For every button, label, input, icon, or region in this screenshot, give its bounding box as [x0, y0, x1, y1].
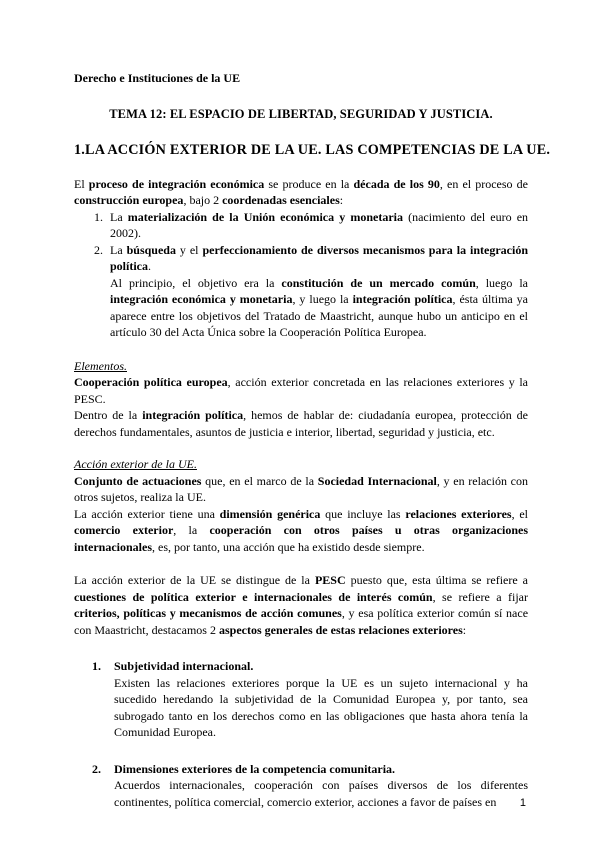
aspect-body: Existen las relaciones exteriores porque la UE es un sujeto internacional y ha sucedido heredando la subjetividad de la Comunidad Europea y, por tanto, sea subrogado tanto en los derechos como en las obligaciones que hasta ahora tenía la Comunidad Europea. [114, 675, 528, 739]
elementos-heading: Elementos. [74, 358, 127, 373]
list-item: 1. La materialización de la Unión económica y monetaria (nacimiento del euro en 2002). [106, 209, 528, 242]
page-number: 1 [519, 797, 526, 809]
list-item: 2. La búsqueda y el perfeccionamiento de diversos mecanismos para la integración política. Al principio, el objetivo era la constitución de un mercado común, luego la integración económica y monetaria, y luego la integración política, ésta última ya aparece entre los objetivos del Tratado de Maastricht, aunque hubo un anticipo en el artículo 30 del Acta Única sobre la Cooperación Política Europea. [106, 242, 528, 341]
paragraph: Dentro de la integración política, hemos de hablar de: ciudadanía europea, protección de derechos fundamentales, asuntos de justicia e interior, libertad, seguridad y justicia, etc. [74, 408, 529, 439]
document-header: Derecho e Instituciones de la UE [74, 71, 241, 85]
aspect-item: 1. Subjetividad internacional. Existen las relaciones exteriores porque la UE es un sujeto internacional y ha sucedido heredando la subjetividad de la Comunidad Europea y, por tanto, sea subrogado tanto en los derechos como en las obligaciones que hasta ahora tenía la Comunidad Europea. [92, 659, 528, 739]
aspect-body: Acuerdos internacionales, cooperación con países diversos de los diferentes continentes, política comercial, comercio exterior, acciones a favor de países en [114, 778, 528, 809]
aspect-item: 2. Dimensiones exteriores de la competencia comunitaria. Acuerdos internacionales, cooperación con países diversos de los diferentes continentes, política comercial, comercio exterior, acciones a favor de países en [92, 761, 528, 809]
page-content [74, 70, 551, 810]
pesc-paragraph: La acción exterior de la UE se distingue de la PESC puesto que, esta última se refiere a cuestiones de política exterior e internacionales de interés común, se refiere a fijar criterios, políticas y mecanismos de acción comunes, y esa política exterior común sí nace con Maastricht, destacamos 2 aspectos generales de estas relaciones exteriores: [74, 573, 529, 637]
intro-paragraph: El proceso de integración económica se produce en la década de los 90, en el proceso de construcción europea, bajo 2 coordenadas esenciales: [74, 176, 528, 207]
section-title: 1.LA ACCIÓN EXTERIOR DE LA UE. LAS COMPETENCIAS DE LA UE. [74, 142, 551, 158]
coordinates-list [74, 209, 528, 341]
paragraph: Cooperación política europea, acción exterior concretada en las relaciones exteriores y la PESC. [74, 375, 528, 406]
aspect-title: Subjetividad internacional. [114, 659, 254, 673]
tema-title: TEMA 12: EL ESPACIO DE LIBERTAD, SEGURIDAD Y JUSTICIA. [109, 106, 493, 121]
paragraph: La acción exterior tiene una dimensión genérica que incluye las relaciones exteriores, el comercio exterior, la cooperación con otros países u otras organizaciones internacionales, es, por tanto, una acción que ha existido desde siempre. [74, 506, 529, 554]
accion-heading: Acción exterior de la UE. [74, 457, 197, 471]
aspect-title: Dimensiones exteriores de la competencia comunitaria. [114, 761, 396, 776]
paragraph: Conjunto de actuaciones que, en el marco de la Sociedad Internacional, y en relación con otros sujetos, realiza la UE. [74, 473, 528, 504]
